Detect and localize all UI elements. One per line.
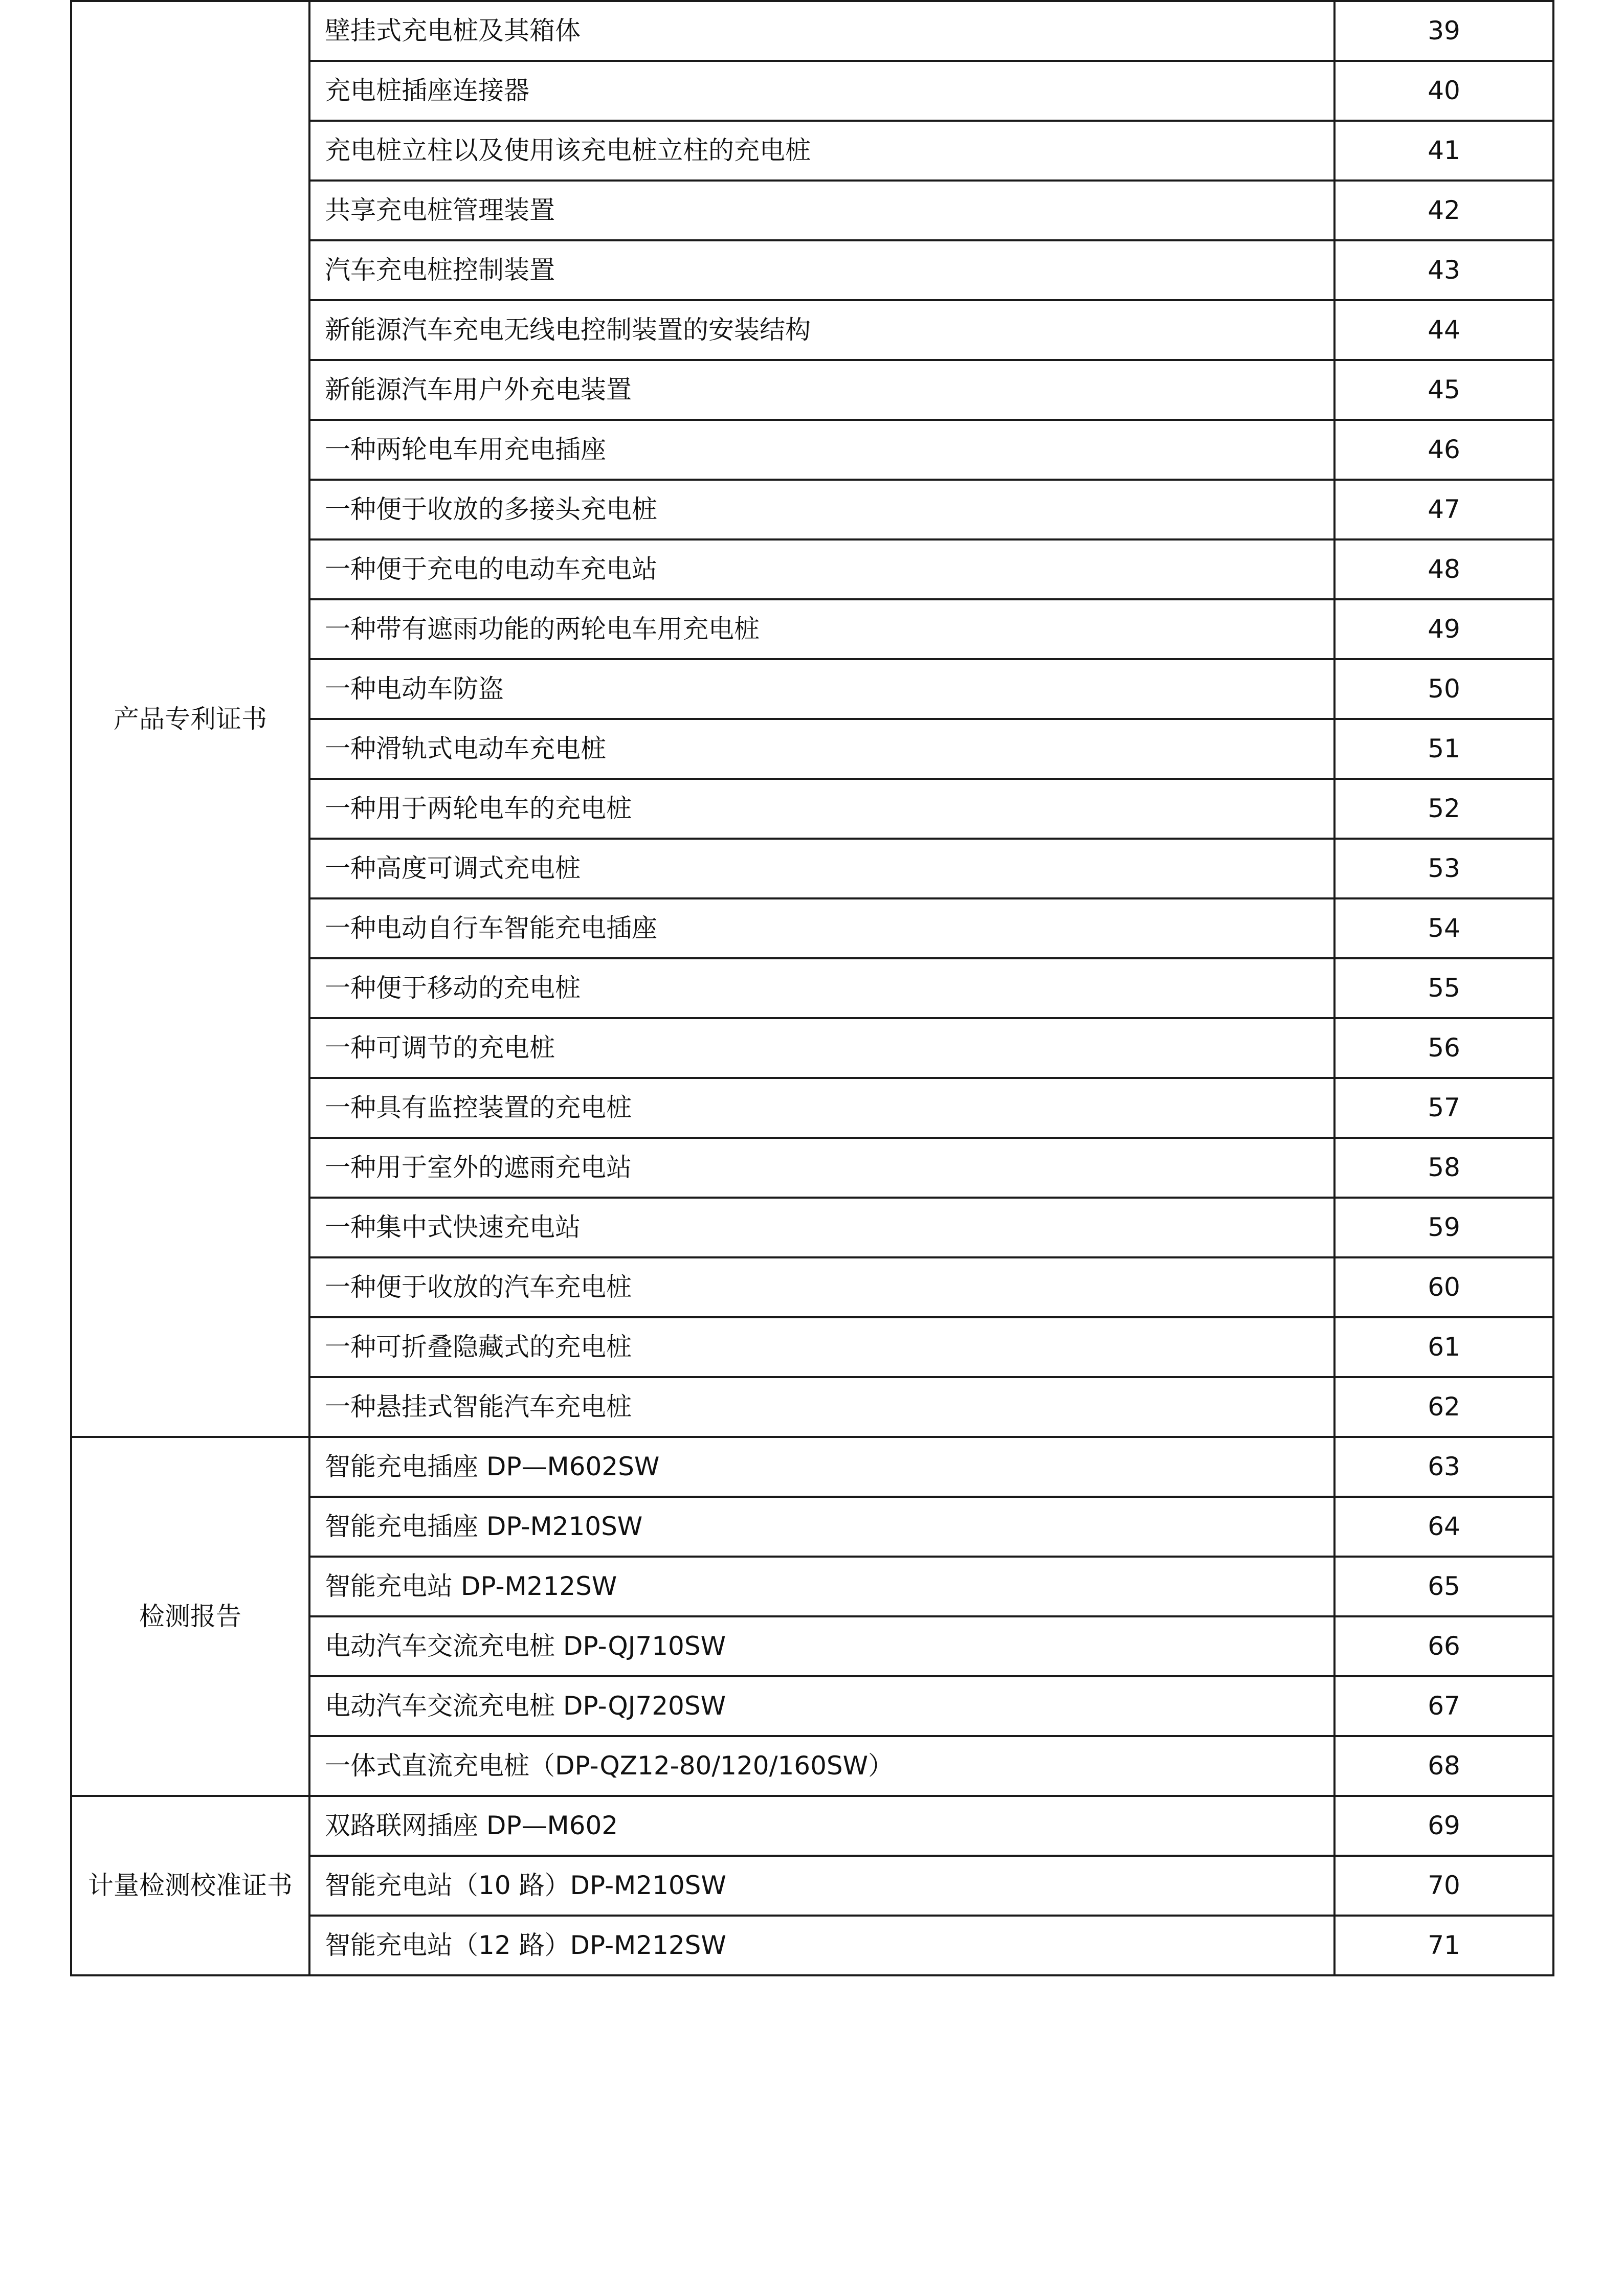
- page-number: 44: [1334, 300, 1553, 360]
- item-name: 一种电动车防盗: [309, 659, 1334, 719]
- category-cell: [71, 1437, 309, 1796]
- item-name: 电动汽车交流充电桩 DP-QJ710SW: [309, 1616, 1334, 1676]
- page-number: 43: [1334, 240, 1553, 300]
- category-cell: [71, 1796, 309, 1975]
- page-number: 71: [1334, 1916, 1553, 1975]
- page-number: 55: [1334, 958, 1553, 1018]
- page-number: 57: [1334, 1078, 1553, 1138]
- page-number: 63: [1334, 1437, 1553, 1497]
- item-name: 一种两轮电车用充电插座: [309, 420, 1334, 480]
- category-label: 计量检测校准证书: [88, 1871, 293, 1900]
- page-number: 59: [1334, 1198, 1553, 1257]
- item-name: 电动汽车交流充电桩 DP-QJ720SW: [309, 1676, 1334, 1736]
- page-number: 62: [1334, 1377, 1553, 1437]
- page-number: 68: [1334, 1736, 1553, 1796]
- page-number: 66: [1334, 1616, 1553, 1676]
- item-name: 一种便于收放的汽车充电桩: [309, 1257, 1334, 1317]
- item-name: 共享充电桩管理装置: [309, 181, 1334, 240]
- item-name: 一种用于两轮电车的充电桩: [309, 779, 1334, 839]
- item-name: 一种集中式快速充电站: [309, 1198, 1334, 1257]
- item-name: 智能充电站（10 路）DP-M210SW: [309, 1856, 1334, 1916]
- item-name: 一种滑轨式电动车充电桩: [309, 719, 1334, 779]
- item-name: 一种悬挂式智能汽车充电桩: [309, 1377, 1334, 1437]
- item-name: 智能充电站 DP-M212SW: [309, 1557, 1334, 1616]
- page-number: 48: [1334, 539, 1553, 599]
- page-number: 69: [1334, 1796, 1553, 1856]
- item-name: 新能源汽车充电无线电控制装置的安装结构: [309, 300, 1334, 360]
- table-row: [71, 1796, 1553, 1856]
- item-name: 汽车充电桩控制装置: [309, 240, 1334, 300]
- table-row: [71, 1437, 1553, 1497]
- item-name: 智能充电站（12 路）DP-M212SW: [309, 1916, 1334, 1975]
- page-number: 42: [1334, 181, 1553, 240]
- page-number: 39: [1334, 1, 1553, 61]
- page-number: 52: [1334, 779, 1553, 839]
- page-number: 40: [1334, 61, 1553, 121]
- page-number: 41: [1334, 121, 1553, 181]
- page-number: 70: [1334, 1856, 1553, 1916]
- page-number: 60: [1334, 1257, 1553, 1317]
- page-number: 54: [1334, 898, 1553, 958]
- item-name: 壁挂式充电桩及其箱体: [309, 1, 1334, 61]
- item-name: 智能充电插座 DP—M602SW: [309, 1437, 1334, 1497]
- page-number: 51: [1334, 719, 1553, 779]
- table-row: [71, 1, 1553, 61]
- page-number: 49: [1334, 599, 1553, 659]
- item-name: 智能充电插座 DP-M210SW: [309, 1497, 1334, 1557]
- category-cell: [71, 1, 309, 1437]
- page-number: 65: [1334, 1557, 1553, 1616]
- page-number: 45: [1334, 360, 1553, 420]
- page-number: 56: [1334, 1018, 1553, 1078]
- item-name: 充电桩立柱以及使用该充电桩立柱的充电桩: [309, 121, 1334, 181]
- category-label: 产品专利证书: [114, 704, 267, 734]
- page-number: 67: [1334, 1676, 1553, 1736]
- page-number: 47: [1334, 480, 1553, 539]
- page-number: 61: [1334, 1317, 1553, 1377]
- item-name: 新能源汽车用户外充电装置: [309, 360, 1334, 420]
- contents-table: [70, 0, 1554, 1976]
- category-label: 检测报告: [139, 1601, 241, 1631]
- page-number: 64: [1334, 1497, 1553, 1557]
- item-name: 一种便于充电的电动车充电站: [309, 539, 1334, 599]
- item-name: 一种便于收放的多接头充电桩: [309, 480, 1334, 539]
- item-name: 充电桩插座连接器: [309, 61, 1334, 121]
- page-number: 50: [1334, 659, 1553, 719]
- item-name: 一种高度可调式充电桩: [309, 839, 1334, 898]
- item-name: 一种电动自行车智能充电插座: [309, 898, 1334, 958]
- item-name: 一种可折叠隐藏式的充电桩: [309, 1317, 1334, 1377]
- item-name: 一种带有遮雨功能的两轮电车用充电桩: [309, 599, 1334, 659]
- page-number: 53: [1334, 839, 1553, 898]
- page-number: 46: [1334, 420, 1553, 480]
- item-name: 一体式直流充电桩（DP-QZ12-80/120/160SW）: [309, 1736, 1334, 1796]
- item-name: 一种便于移动的充电桩: [309, 958, 1334, 1018]
- item-name: 双路联网插座 DP—M602: [309, 1796, 1334, 1856]
- item-name: 一种用于室外的遮雨充电站: [309, 1138, 1334, 1198]
- page-number: 58: [1334, 1138, 1553, 1198]
- item-name: 一种具有监控装置的充电桩: [309, 1078, 1334, 1138]
- item-name: 一种可调节的充电桩: [309, 1018, 1334, 1078]
